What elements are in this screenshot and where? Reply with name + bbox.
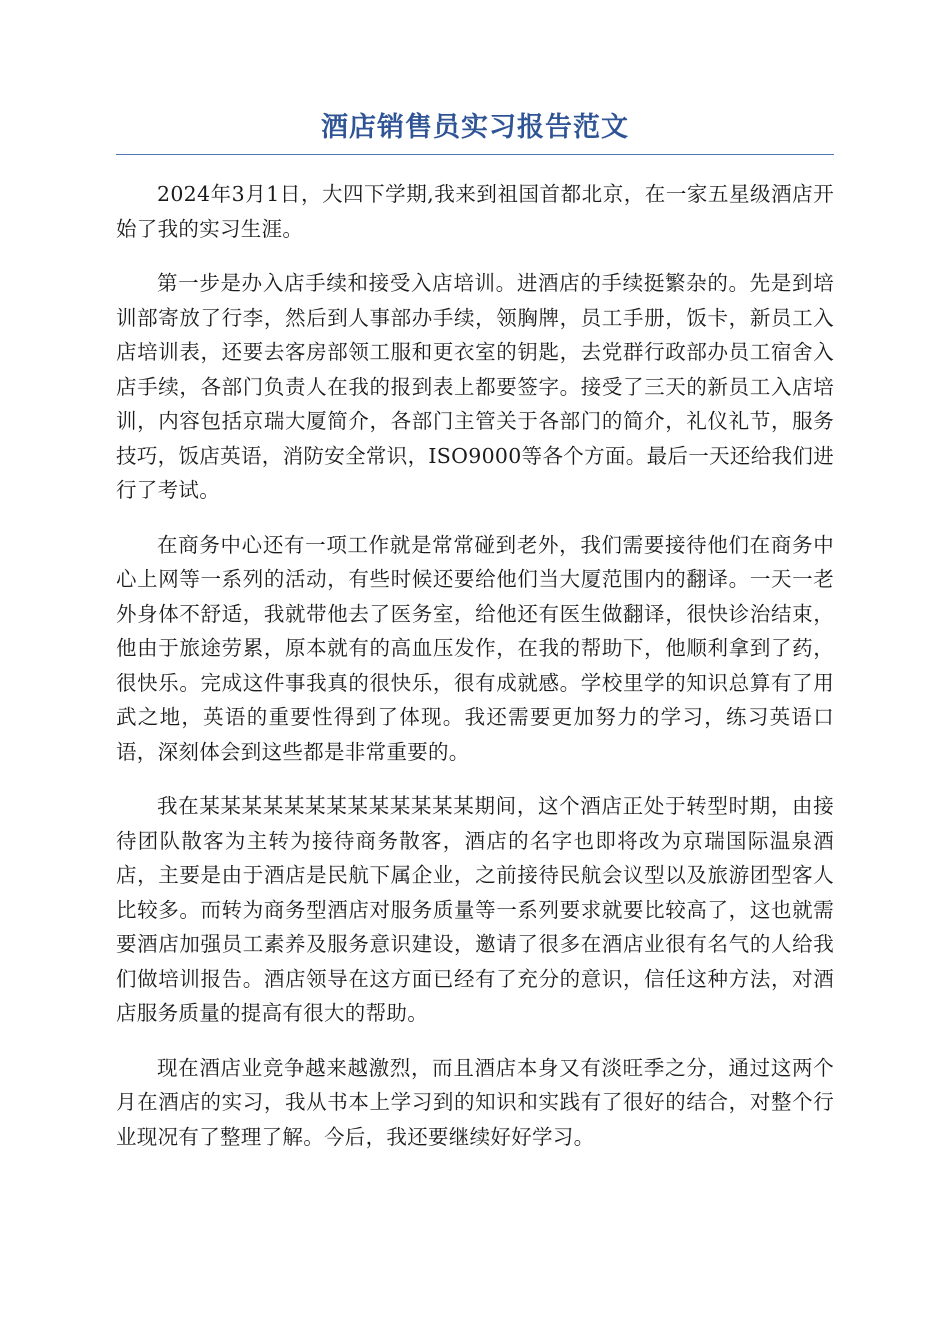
paragraph-5: 现在酒店业竞争越来越激烈，而且酒店本身又有淡旺季之分，通过这两个月在酒店的实习，我从书本上学习到的知识和实践有了很好的结合，对整个行业现况有了整理了解。今后，我还要继续好好学习。 [116, 1055, 834, 1149]
document-body [116, 177, 834, 1154]
document-title: 酒店销售员实习报告范文 [116, 108, 834, 155]
paragraph-4: 我在某某某某某某某某某某某某某期间，这个酒店正处于转型时期，由接待团队散客为主转为接待商务散客，酒店的名字也即将改为京瑞国际温泉酒店，主要是由于酒店是民航下属企业，之前接待民航会议型以及旅游团型客人比较多。而转为商务型酒店对服务质量等一系列要求就要比较高了，这也就需要酒店加强员工素养及服务意识建设，邀请了很多在酒店业很有名气的人给我们做培训报告。酒店领导在这方面已经有了充分的意识，信任这种方法，对酒店服务质量的提高有很大的帮助。 [116, 794, 834, 1025]
paragraph-2: 第一步是办入店手续和接受入店培训。进酒店的手续挺繁杂的。先是到培训部寄放了行李，然后到人事部办手续，领胸牌，员工手册，饭卡，新员工入店培训表，还要去客房部领工服和更衣室的钥匙，去党群行政部办员工宿舍入店手续，各部门负责人在我的报到表上都要签字。接受了三天的新员工入店培训，内容包括京瑞大厦简介，各部门主管关于各部门的简介，礼仪礼节，服务技巧，饭店英语，消防安全常识，ISO9000等各个方面。最后一天还给我们进行了考试。 [116, 271, 834, 502]
paragraph-3: 在商务中心还有一项工作就是常常碰到老外，我们需要接待他们在商务中心上网等一系列的活动，有些时候还要给他们当大厦范围内的翻译。一天一老外身体不舒适，我就带他去了医务室，给他还有医生做翻译，很快诊治结束，他由于旅途劳累，原本就有的高血压发作，在我的帮助下，他顺利拿到了药，很快乐。完成这件事我真的很快乐，很有成就感。学校里学的知识总算有了用武之地，英语的重要性得到了体现。我还需要更加努力的学习，练习英语口语，深刻体会到这些都是非常重要的。 [116, 532, 834, 764]
paragraph-1: 2024年3月1日，大四下学期,我来到祖国首都北京，在一家五星级酒店开始了我的实习生涯。 [116, 182, 834, 241]
document-page [116, 108, 834, 1174]
